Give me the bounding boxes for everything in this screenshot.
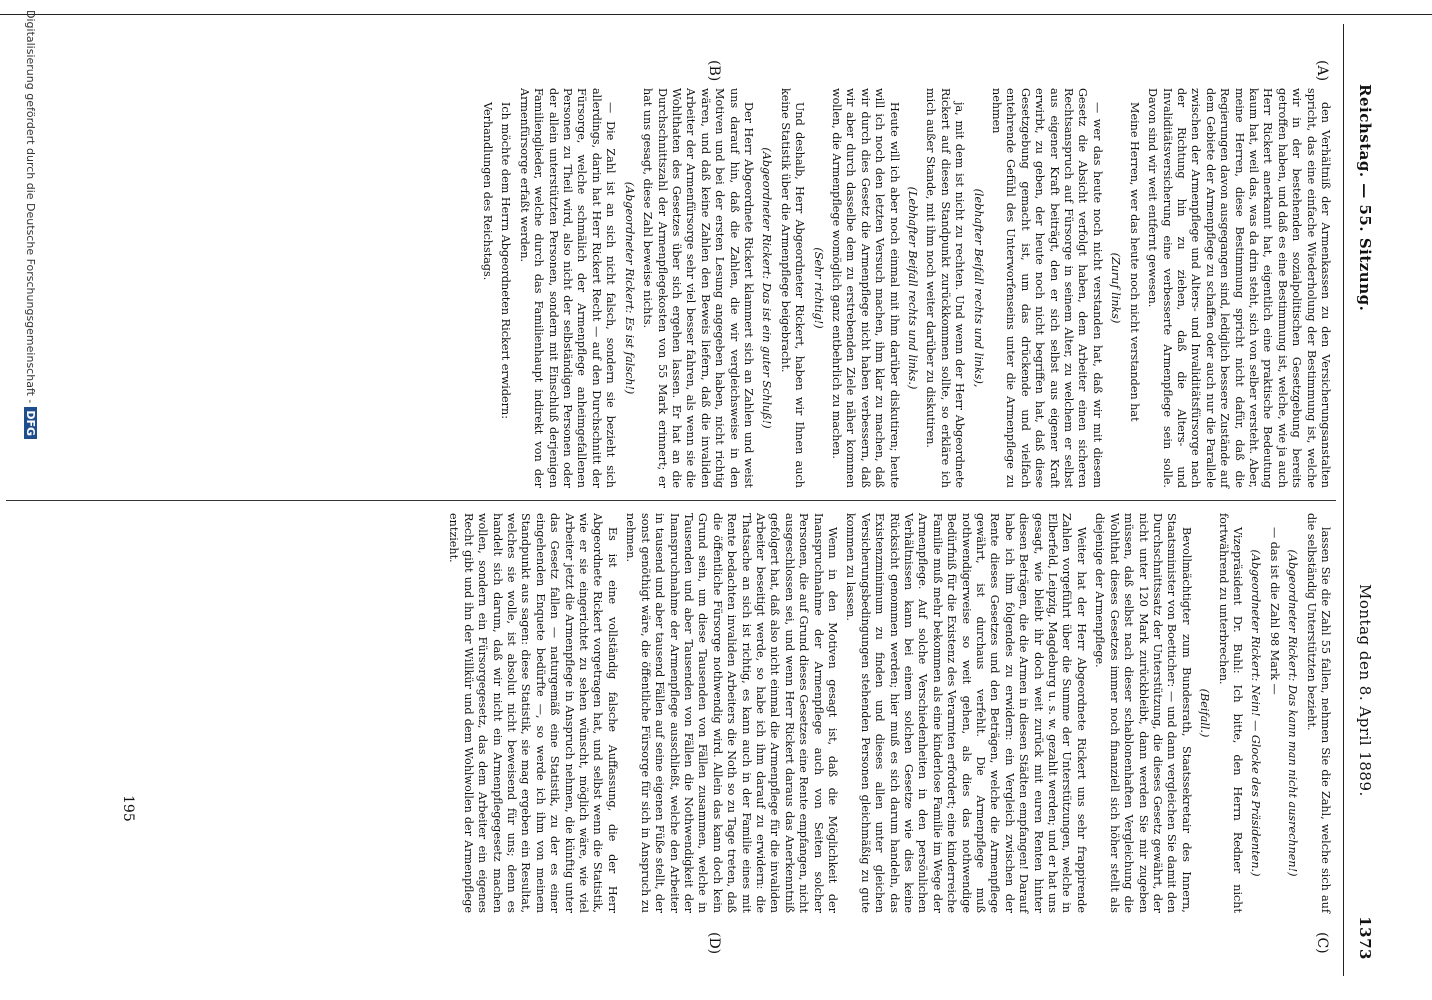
margin-mark-d: (D): [706, 932, 722, 955]
paragraph: Der Herr Abgeordnete Rickert klammert sich an Zahlen und weist uns darauf hin, daß die Zahlen, die wir vergleichsweise in den Motiven und bei der ersten Lesung angegeben haben, nicht richtig wären, und daß keine Zahlen den Beweis liefern, daß die invaliden Arbeiter der Armenfürsorge sehr viel besser fahren, als wenn sie die Wohlthaten des Gesetzes über sich ergehen lassen. Er hat an die Durchschnittszahl der Armenpflegekosten von 55 Mark erinnert; er hat uns gesagt, diese Zahl beweise nichts.: [641, 88, 755, 488]
margin-mark-a: (A): [1314, 60, 1330, 82]
margin-mark-b: (B): [706, 60, 722, 82]
interjection: (Abgeordneter Rickert: Das kann man nicht ausrechnen!): [1286, 549, 1300, 877]
header-rule: [1343, 24, 1344, 976]
header-page-number: 1373: [1356, 916, 1374, 960]
header-date: Montag den 8. April 1889.: [1356, 584, 1374, 797]
page-header: [1348, 24, 1374, 970]
paragraph: Wenn in den Motiven gesagt ist, daß die Möglichkeit der Inanspruchnahme der Armenpflege auch von Seiten solcher Personen, die auf Grund dieses Gesetzes eine Rente empfangen, nicht ausgeschlossen sei, und wenn Herr Rickert daraus das Anerkenntniß gefolgert hat, daß also nicht einmal die Armenpflege für die invaliden Arbeiter beseitigt werde, so habe ich ihm darauf zu erwidern: die Thatsache an sich ist richtig, es kann auch in der Familie eines mit Rente bedachten invaliden Arbeiters die Noth so zu Tage treten, daß die öffentliche Fürsorge nothwendig wird. Allein das kann doch kein Grund sein, um diese Tausenden von Fällen zusammen, welche in Tausenden und aber Tausenden von Fällen die Nothwendigkeit der Inanspruchnahme der Armenpflege ausschließt, welche den Arbeiter in tausend und aber tausend Fällen auf seine eigenen Füße stellt, der sonst genöthigt wäre, die öffentliche Fürsorge für sich in Anspruch zu nehmen.: [624, 513, 839, 913]
paragraph: Ich möchte dem Herrn Abgeordneten Rickert erwidern:: [499, 102, 513, 419]
paragraph: Es ist eine vollständig falsche Auffassung, die der Herr Abgeordnete Rickert vorgetragen hat, und selbst wenn die Statistik, wie er sie eingerichtet zu sehen wünscht, möglich wäre, wie viel Arbeiter jetzt die Armenpflege in Anspruch nehmen, die künftig unter das Gesetz fallen — naturgemäß eine Statistik, zu der es einer eingehenden Enquete bedürfte —, so werde ich ihm von meinem Standpunkt aus sagen: diese Statistik, sie mag ergeben ein Resultat, welches sie wolle, ist absolut nicht beweisend für uns; denn es handelt sich darum, daß wir nicht ein Armenpflegegesetz machen wollen, sondern ein Fürsorgegesetz, das dem Arbeiter ein eigenes Recht gibt und ihn der Willkür und dem Wohlwollen der Armenpflege entzieht.: [447, 513, 619, 913]
stamp-text: Digitalisierung gefördert durch die Deutsche Forschungsgemeinschaft -: [24, 10, 37, 404]
paragraph: Vizepräsident Dr. Buhl: Ich bitte, den Herrn Redner nicht fortwährend zu unterbrechen.: [1216, 513, 1244, 913]
paragraph: den Verhältniß der Armenkassen zu den Versicherungsanstalten spricht, das eine einfache Wiederholung der Bestimmung ist, welche wir in der bestehenden sozialpolitischen Gesetzgebung bereits getroffen haben, und daß es eine Bestimmung ist, welche, wie ja auch Herr Rickert anerkannt hat, eigentlich eine praktische Bedeutung kaum hat, weil das, was da drin steht, sich von selber versteht. Aber, meine Herren, diese Bestimmung spricht nicht dafür, daß die Regierungen davon ausgegangen sind, lediglich bessere Zustände auf dem Gebiete der Armenpflege zu schaffen oder auch nur die Parallele zwischen der Armenpflege und Alters- und Invaliditätsfürsorge nach der Richtung hin zu ziehen, daß die Alters- und Invaliditätsversicherung eine verbesserte Armenpflege sein solle. Davon sind wir weit entfernt gewesen.: [1146, 88, 1332, 488]
page-signature: 195: [120, 795, 136, 822]
paragraph: Und deshalb, Herr Abgeordneter Rickert, haben wir Ihnen auch keine Statistik über die Armenpflege beigebracht.: [778, 88, 807, 488]
interjection: (Abgeordneter Rickert: Nein! — Glocke des Präsidenten.): [1249, 549, 1263, 877]
paragraph: — wer das heute noch nicht verstanden hat, daß wir mit diesem Gesetz die Absicht verfolgt haben, dem Arbeiter einen sicheren Rechtsanspruch auf Fürsorge in seinem Alter, zu welchem er selbst aus eigener Kraft beiträgt, den er sich selbst aus eigener Kraft erwirbt, zu geben, der heute noch nicht begriffen hat, daß diese Gesetzgebung gemacht ist, um das drückende und vielfach entehrende Gefühl des Unterworfenseins unter die Armenpflege zu nehmen: [990, 88, 1104, 488]
paragraph: — das ist die Zahl 98 Mark —: [1267, 527, 1281, 695]
interjection: (lebhafter Beifall rechts und links),: [971, 188, 985, 388]
interjection: (Lebhafter Beifall rechts und links.): [906, 186, 920, 390]
interjection: (Zuruf links): [1109, 252, 1123, 324]
paragraph: lassen Sie die Zahl 55 fallen, nehmen Sie die Zahl, welche sich auf die selbständig Unterstützten bezieht.: [1304, 513, 1332, 913]
dfg-logo: DFG: [24, 407, 37, 439]
interjection: (Sehr richtig!): [811, 247, 825, 329]
paragraph: Weiter hat der Herr Abgeordnete Rickert uns sehr frappirende Zahlen vorgeführt über die Summe der Unterstützungen, welche in Elberfeld, Leipzig, Magdeburg u. s. w. gezahlt werden; und er hat uns gesagt, wie bleibt ihr doch weit zurück mit euren Renten hinter diesen Beträgen, die die Armen in diesen Städten empfangen! Darauf habe ich ihm folgendes zu erwidern: ein Vergleich zwischen der Rente dieses Gesetzes und den Beträgen, welche die Armenpflege gewährt, ist durchaus verfehlt. Die Armenpflege muß nothwendigerweise so weit gehen, als dies das nothwendige Bedürfniß für die Existenz des Verarmten erfordert; eine kinderreiche Familie muß mehr bekommen als eine kinderlose Familie im Wege der Armenpflege. Auf solche Verschiedenheiten in den persönlichen Verhältnissen kann bei einem solchen Gesetze wie dies keine Rücksicht genommen werden; hier muß es sich darum handeln, das Existenzminimum zu finden und dieses allen unter gleichen Versicherungsbedingungen stehenden Personen gleichmäßig zu gute kommen zu lassen.: [844, 513, 1088, 913]
margin-mark-c: (C): [1314, 932, 1330, 954]
paragraph: Meine Herren, wer das heute noch nicht verstanden hat: [1127, 102, 1141, 422]
paragraph: ja, mit dem ist nicht zu rechten. Und wenn der Herr Abgeordnete Rickert auf diesen Standpunkt zurückkommen sollte, so erkläre ich mich außer Stande, mit ihm noch weiter darüber zu diskutiren.: [924, 88, 967, 488]
left-text-column: [476, 88, 1332, 488]
paragraph: Verhandlungen des Reichstags.: [481, 102, 495, 281]
left-scan-edge: [0, 14, 1432, 15]
header-session-title: Reichstag. — 55. Sitzung.: [1356, 84, 1374, 312]
column-divider: [6, 500, 1336, 501]
paragraph: Bevollmächtigter zum Bundesrath, Staatssekretair des Innern, Staatsminister von Boetticher: — und dann vergleichen Sie damit den Durchschnittssatz der Unterstützung, die dieses Gesetz gewährt, der nicht unter 120 Mark zurückbleibt, dann werden Sie mir zugeben müssen, daß selbst nach dieser schablonenhaften Vergleichung die Wohlthat dieses Gesetzes immer noch finanziell sich höher stellt als diejenige der Armenpflege.: [1093, 513, 1193, 913]
interjection: (Abgeordneter Rickert: Das ist ein guter Schluß!): [760, 147, 774, 429]
interjection: (Beifall.): [1198, 688, 1212, 738]
right-text-column: [442, 513, 1332, 913]
interjection: (Abgeordneter Rickert: Es ist falsch!): [622, 181, 636, 395]
digitization-stamp: [24, 10, 37, 439]
paragraph: Heute will ich aber noch einmal mit ihm darüber diskutiren; heute will ich noch den letzten Versuch machen, ihm klar zu machen, daß wir durch dies Gesetz die Armenpflege nicht haben verbessern, daß wir aber durch dasselbe dem zu erstrebenden Ziele näher kommen wollen, die Armenpflege womöglich ganz entbehrlich zu machen.: [830, 88, 901, 488]
paragraph: — Die Zahl ist an sich nicht falsch, sondern sie bezieht sich allerdings, darin hat Herr Rickert Recht — auf den Durchschnitt der Fürsorge, welche schmälich der Armenpflege anheimgefallenen Personen zu Theil wird, also nicht der selbständigen Personen oder der allein unterstützten Personen, sondern mit Einschluß derjenigen Familienglieder, welche durch das Familienhaupt indirekt von der Armenfürsorge erfaßt werden.: [517, 88, 618, 488]
